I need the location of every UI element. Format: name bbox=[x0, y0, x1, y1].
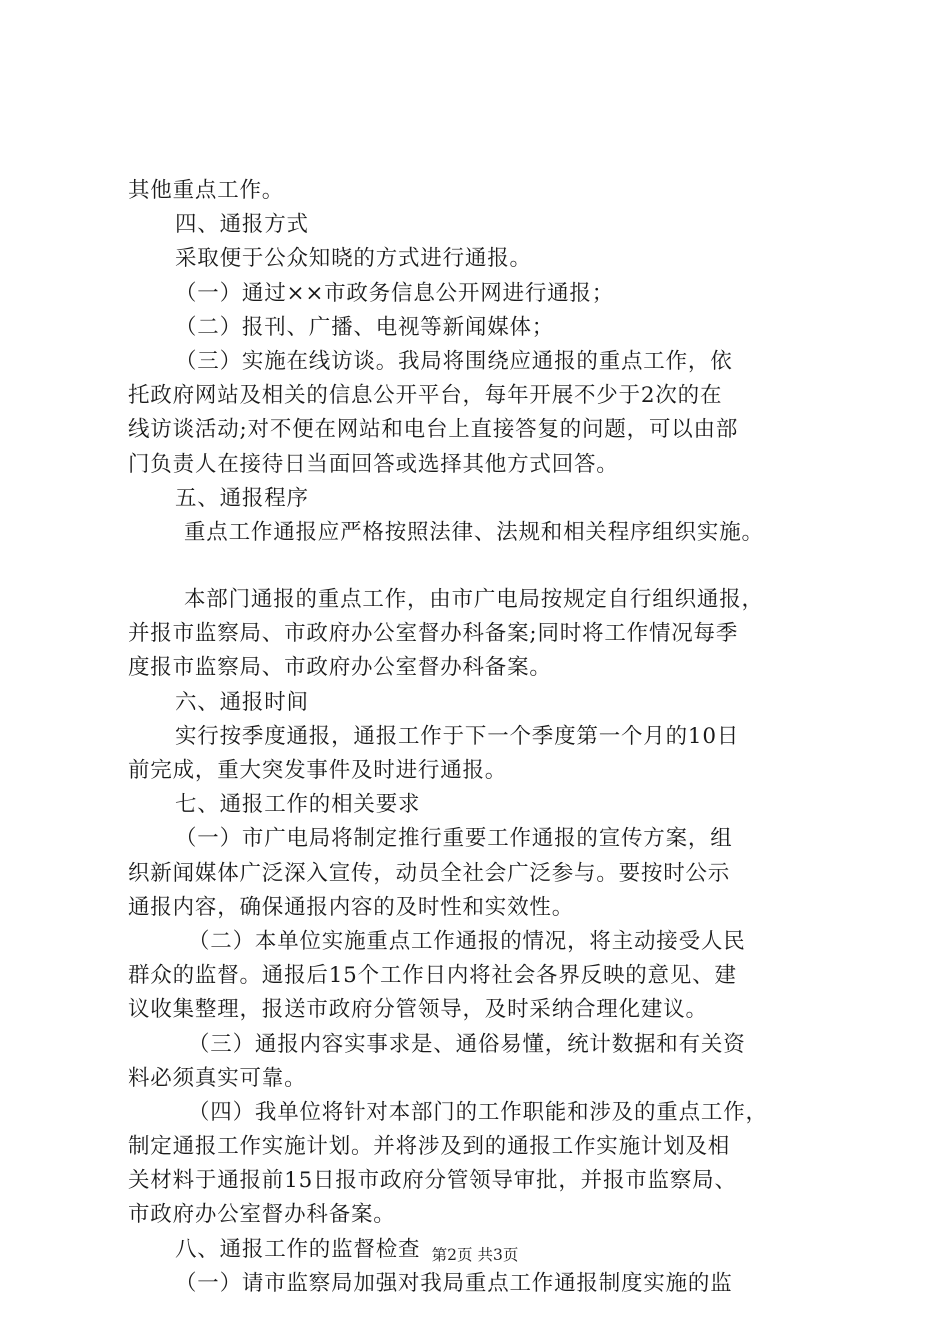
text-line: 关材料于通报前15日报市政府分管领导审批，并报市监察局、 bbox=[128, 1168, 737, 1194]
text-line: 托政府网站及相关的信息公开平台，每年开展不少于2次的在 bbox=[128, 383, 723, 409]
text-line: 市政府办公室督办科备案。 bbox=[128, 1202, 396, 1228]
text-line: 通报内容，确保通报内容的及时性和实效性。 bbox=[128, 894, 575, 920]
text-line: 料必须真实可靠。 bbox=[128, 1065, 307, 1091]
text-line: 度报市监察局、市政府办公室督办科备案。 bbox=[128, 655, 552, 681]
text-line: 线访谈活动;对不便在网站和电台上直接答复的问题，可以由部 bbox=[128, 417, 739, 443]
text-line: 织新闻媒体广泛深入宣传，动员全社会广泛参与。要按时公示 bbox=[128, 860, 731, 886]
text-line: 前完成，重大突发事件及时进行通报。 bbox=[128, 758, 508, 783]
paragraph-gap bbox=[128, 550, 848, 583]
list-item: （一）市广电局将制定推行重要工作通报的宣传方案，组 bbox=[175, 826, 733, 852]
section-heading: 四、通报方式 bbox=[175, 212, 309, 238]
page-footer: 第2页 共3页 bbox=[431, 1246, 519, 1264]
text-line: 议收集整理，报送市政府分管领导，及时采纳合理化建议。 bbox=[128, 997, 708, 1023]
list-item: （一）通过××市政务信息公开网进行通报； bbox=[175, 280, 615, 306]
document-body bbox=[128, 174, 848, 1301]
text-line: 其他重点工作。 bbox=[128, 178, 285, 203]
section-heading: 六、通报时间 bbox=[175, 689, 309, 715]
list-item: （二）本单位实施重点工作通报的情况，将主动接受人民 bbox=[188, 928, 746, 954]
text-line: 重点工作通报应严格按照法律、法规和相关程序组织实施。 bbox=[184, 519, 764, 545]
list-item: （二）报刊、广播、电视等新闻媒体； bbox=[175, 314, 555, 340]
text-line: 采取便于公众知晓的方式进行通报。 bbox=[175, 246, 532, 272]
text-line: 并报市监察局、市政府办公室督办科备案;同时将工作情况每季 bbox=[128, 621, 739, 647]
list-item: （四）我单位将针对本部门的工作职能和涉及的重点工作， bbox=[188, 1099, 768, 1125]
text-line: 门负责人在接待日当面回答或选择其他方式回答。 bbox=[128, 451, 619, 477]
text-line: 制定通报工作实施计划。并将涉及到的通报工作实施计划及相 bbox=[128, 1134, 731, 1160]
section-heading: 七、通报工作的相关要求 bbox=[175, 792, 421, 818]
list-item: （三）实施在线访谈。我局将围绕应通报的重点工作，依 bbox=[175, 348, 733, 374]
section-heading: 八、通报工作的监督检查 bbox=[175, 1236, 421, 1262]
section-heading: 五、通报程序 bbox=[175, 485, 309, 511]
text-line: 本部门通报的重点工作，由市广电局按规定自行组织通报， bbox=[184, 587, 764, 613]
list-item: （三）通报内容实事求是、通俗易懂，统计数据和有关资 bbox=[188, 1031, 746, 1057]
text-line: 实行按季度通报，通报工作于下一个季度第一个月的10日 bbox=[175, 723, 740, 749]
list-item: （一）请市监察局加强对我局重点工作通报制度实施的监 bbox=[175, 1270, 733, 1296]
text-line: 群众的监督。通报后15个工作日内将社会各界反映的意见、建 bbox=[128, 963, 737, 989]
